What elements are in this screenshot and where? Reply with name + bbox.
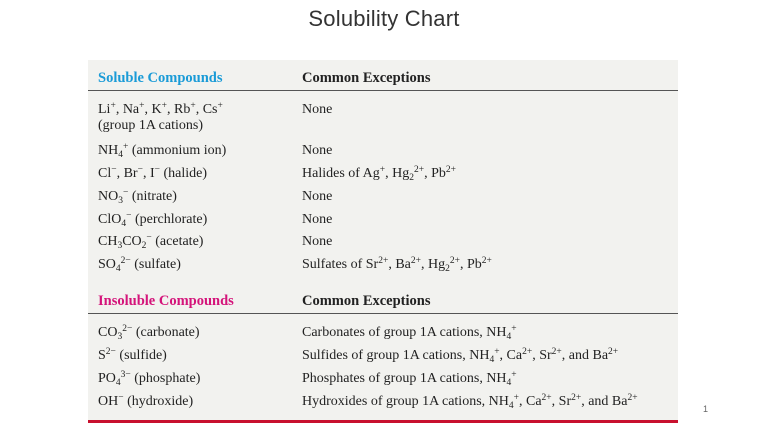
compound-cell: $NO_3^-$ (nitrate) bbox=[98, 187, 177, 207]
insoluble-compounds-header: Insoluble Compounds bbox=[98, 293, 234, 309]
insoluble-exceptions-header: Common Exceptions bbox=[302, 293, 431, 309]
exception-cell: Sulfates of $Sr^{2+}$, $Ba^{2+}$, $Hg_2^{2+}$, $Pb^{2+}$ bbox=[302, 255, 492, 275]
exception-cell: None bbox=[302, 143, 333, 158]
soluble-header-rule bbox=[88, 90, 678, 91]
page-number: 1 bbox=[703, 404, 709, 414]
compound-cell: $CH_3CO_2^-$ (acetate) bbox=[98, 232, 204, 252]
exception-cell: None bbox=[302, 102, 333, 117]
solubility-table bbox=[88, 60, 678, 422]
compound-cell: OH− (hydroxide) bbox=[98, 392, 194, 409]
table-bottom-rule bbox=[88, 420, 678, 423]
exception-cell: Halides of Ag+, $Hg_2^{2+}$, $Pb^{2+}$ bbox=[302, 164, 457, 184]
insoluble-header-rule bbox=[88, 313, 678, 314]
exception-cell: Carbonates of group 1A cations, $NH_4^+$ bbox=[302, 323, 517, 343]
compound-cell: Cl−, Br−, I− (halide) bbox=[98, 164, 208, 181]
exception-cell: None bbox=[302, 212, 333, 227]
compound-cell: Li+, Na+, K+, Rb+, Cs+ (group 1A cations) bbox=[98, 100, 223, 133]
exception-cell: None bbox=[302, 189, 333, 204]
exception-cell: None bbox=[302, 234, 333, 249]
compound-cell: $SO_4^{2-}$ (sulfate) bbox=[98, 255, 181, 275]
slide-title: Solubility Chart bbox=[308, 6, 460, 31]
exception-cell: Sulfides of group 1A cations, $NH_4^+$, $Ca^{2+}$, $Sr^{2+}$, and $Ba^{2+}$ bbox=[302, 346, 619, 366]
exception-cell: Hydroxides of group 1A cations, $NH_4^+$, $Ca^{2+}$, $Sr^{2+}$, and $Ba^{2+}$ bbox=[302, 392, 638, 412]
soluble-compounds-header: Soluble Compounds bbox=[98, 70, 223, 86]
compound-cell: ClO$_4$− (perchlorate) bbox=[98, 210, 208, 230]
soluble-exceptions-header: Common Exceptions bbox=[302, 70, 431, 86]
compound-cell: $S^{2-}$ (sulfide) bbox=[98, 346, 167, 363]
compound-cell: $NH_4^+$ (ammonium ion) bbox=[98, 141, 227, 161]
compound-cell: $CO_3^{2-}$ (carbonate) bbox=[98, 323, 200, 343]
exception-cell: Phosphates of group 1A cations, $NH_4^+$ bbox=[302, 369, 517, 389]
compound-cell: $PO_4^{3-}$ (phosphate) bbox=[98, 369, 201, 389]
